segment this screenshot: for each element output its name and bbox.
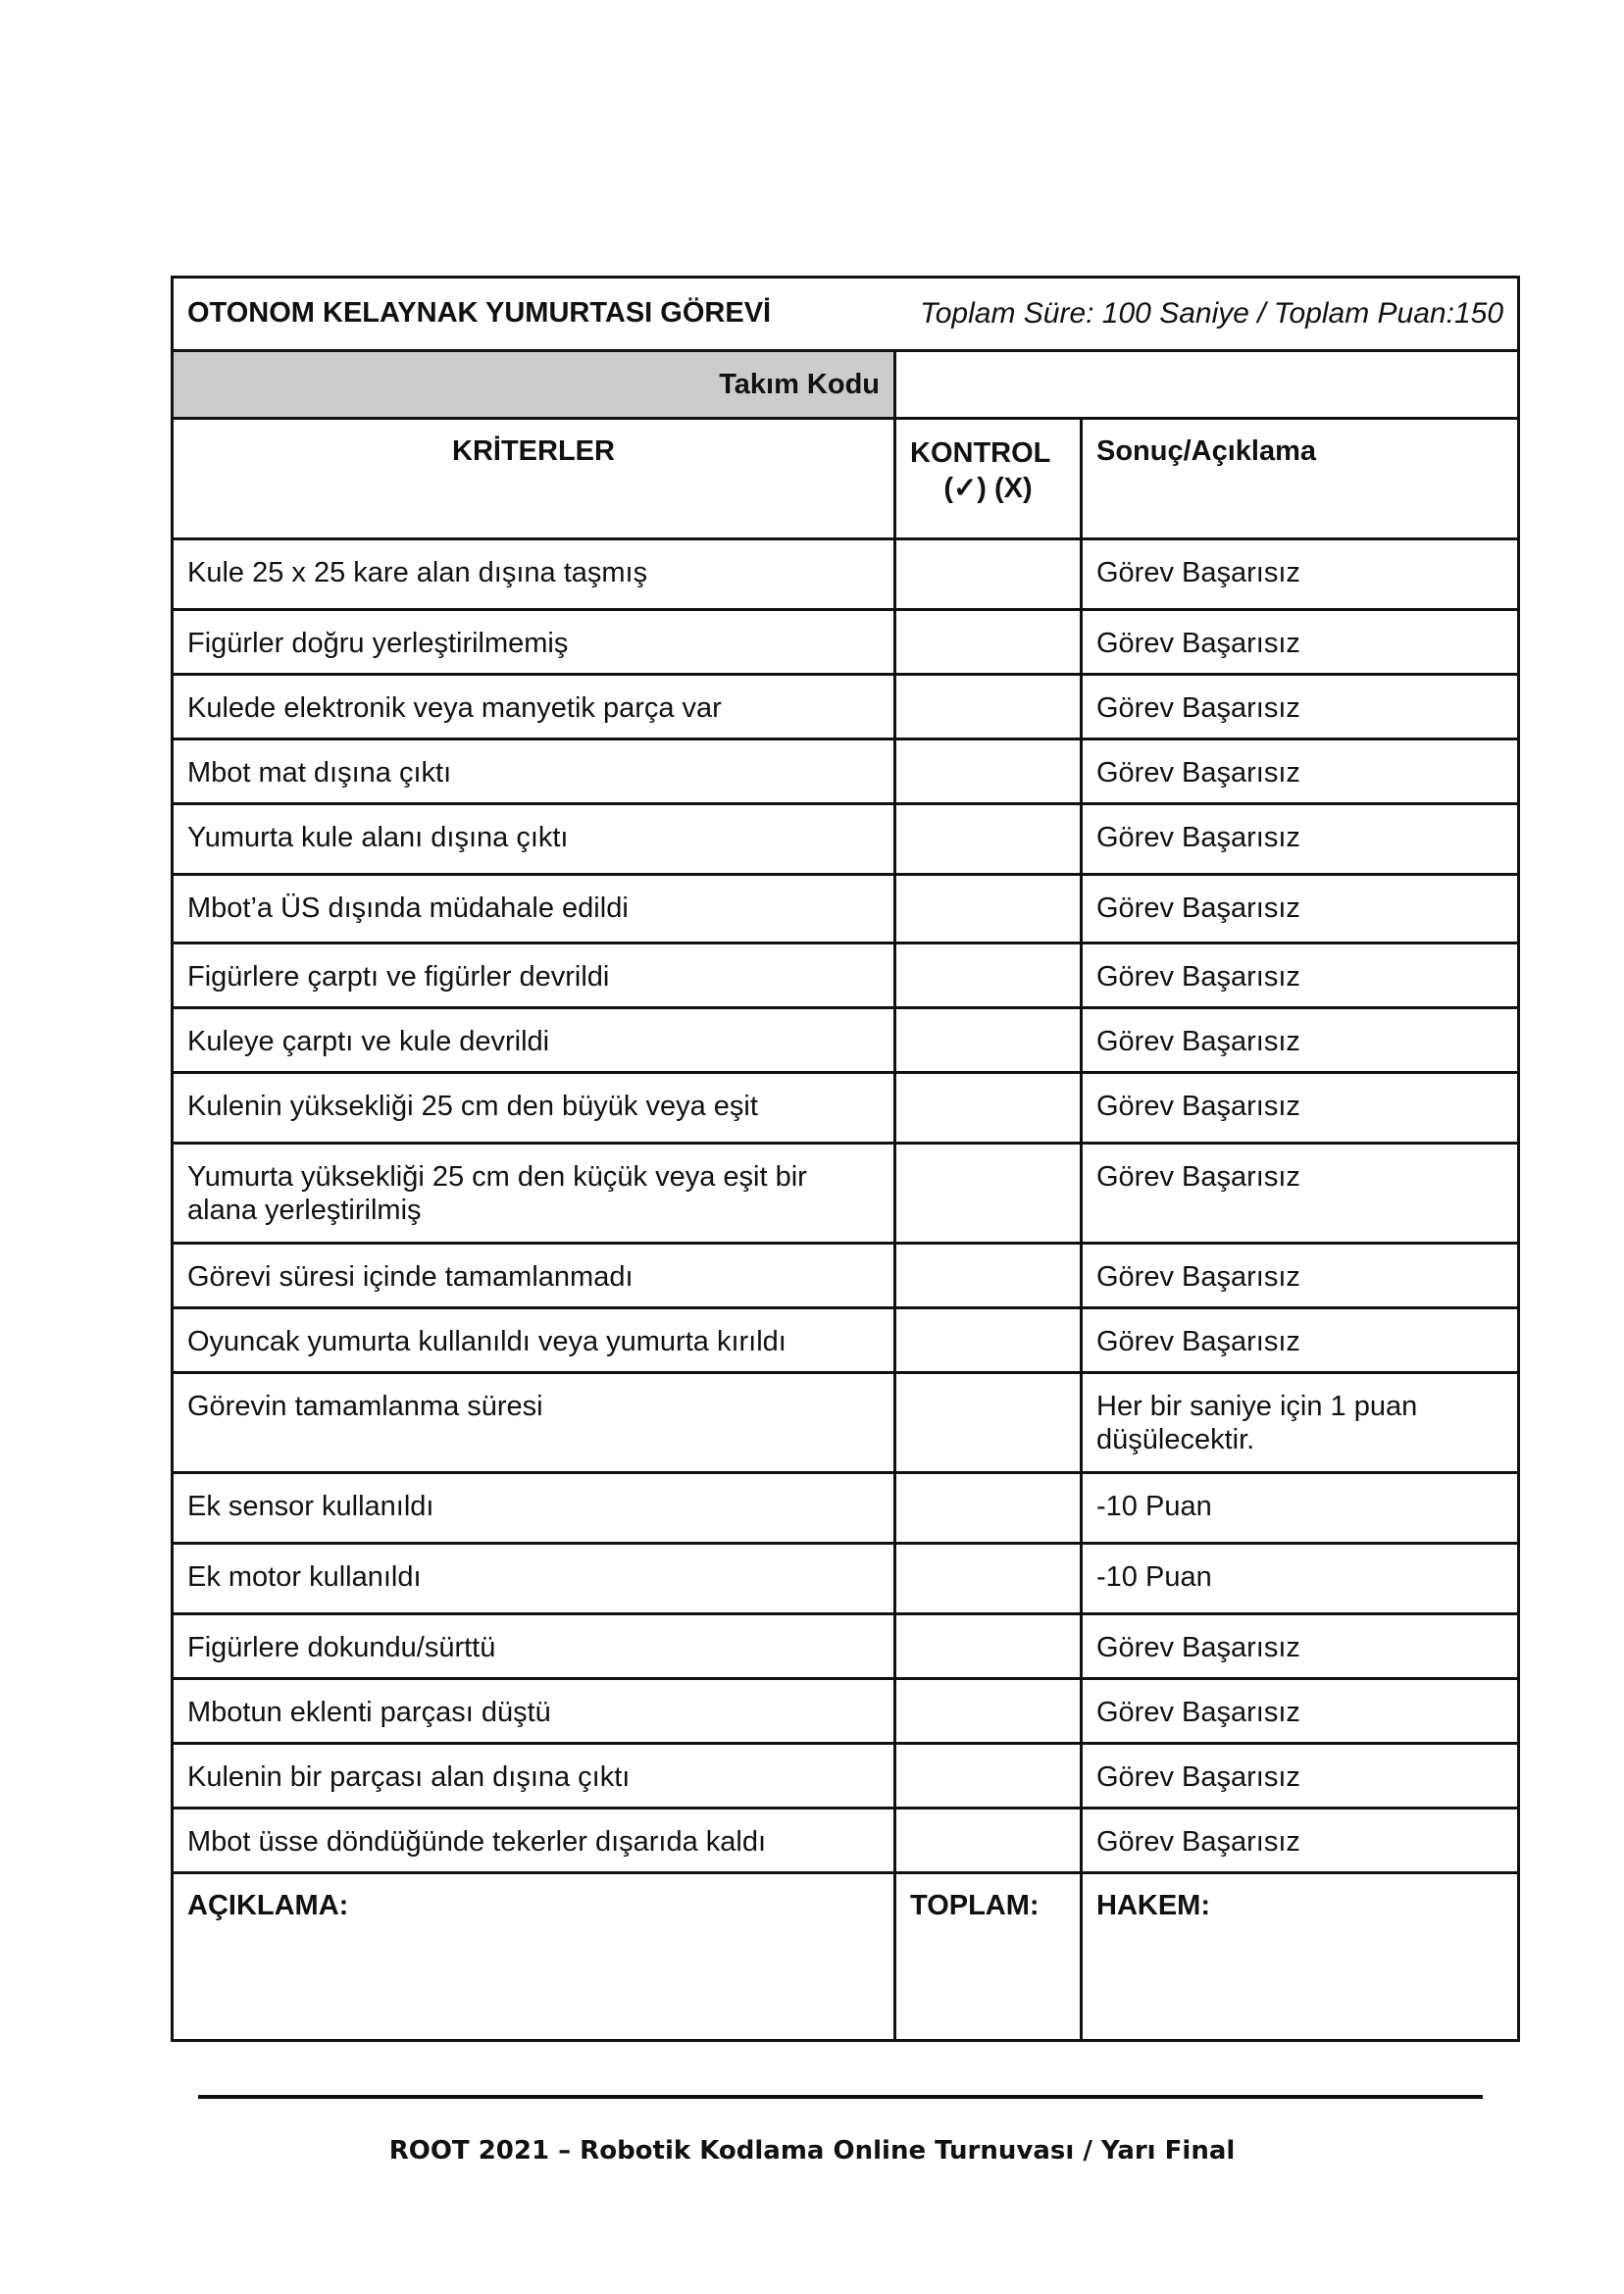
criteria-row (173, 1544, 1519, 1614)
control-header-label: KONTROL (910, 437, 1051, 469)
criteria-row (173, 1008, 1519, 1073)
result-header: Sonuç/Açıklama (1082, 419, 1519, 539)
page-footer: ROOT 2021 – Robotik Kodlama Online Turnuvası / Yarı Final (388, 2136, 1236, 2166)
result-text: Görev Başarısız (1082, 1308, 1519, 1373)
criterion-text: Kulede elektronik veya manyetik parça var (173, 675, 895, 739)
criteria-row (173, 739, 1519, 804)
criterion-text: Kule 25 x 25 kare alan dışına taşmış (173, 539, 895, 610)
criteria-row (173, 1244, 1519, 1308)
control-check-cell[interactable] (895, 1809, 1082, 1873)
criteria-row (173, 1744, 1519, 1809)
criterion-text: Yumurta kule alanı dışına çıktı (173, 804, 895, 875)
result-text: -10 Puan (1082, 1473, 1519, 1544)
result-text: Görev Başarısız (1082, 1144, 1519, 1244)
criteria-row (173, 1473, 1519, 1544)
control-check-cell[interactable] (895, 943, 1082, 1008)
control-header (895, 419, 1082, 539)
criteria-row (173, 539, 1519, 610)
result-text: Görev Başarısız (1082, 1614, 1519, 1679)
criterion-text: Yumurta yüksekliği 25 cm den küçük veya eşit bir alana yerleştirilmiş (173, 1144, 895, 1244)
criteria-row (173, 610, 1519, 675)
criterion-text: Mbot’a ÜS dışında müdahale edildi (173, 875, 895, 943)
control-check-cell[interactable] (895, 804, 1082, 875)
title-cell (173, 278, 1519, 351)
control-check-cell[interactable] (895, 1614, 1082, 1679)
criterion-text: Ek motor kullanıldı (173, 1544, 895, 1614)
control-check-cell[interactable] (895, 875, 1082, 943)
task-title: OTONOM KELAYNAK YUMURTASI GÖREVİ (187, 297, 772, 329)
criteria-row (173, 675, 1519, 739)
control-check-cell[interactable] (895, 1008, 1082, 1073)
criterion-text: Kuleye çarptı ve kule devrildi (173, 1008, 895, 1073)
result-text: Görev Başarısız (1082, 1073, 1519, 1144)
criterion-text: Figürler doğru yerleştirilmemiş (173, 610, 895, 675)
criterion-text: Görevi süresi içinde tamamlanmadı (173, 1244, 895, 1308)
criteria-row (173, 1144, 1519, 1244)
control-check-cell[interactable] (895, 739, 1082, 804)
explanation-field[interactable]: AÇIKLAMA: (173, 1873, 895, 2041)
control-check-cell[interactable] (895, 1473, 1082, 1544)
criteria-row (173, 1308, 1519, 1373)
criterion-text: Figürlere dokundu/sürttü (173, 1614, 895, 1679)
criterion-text: Kulenin yüksekliği 25 cm den büyük veya eşit (173, 1073, 895, 1144)
total-field[interactable]: TOPLAM: (895, 1873, 1082, 2041)
criteria-row (173, 1679, 1519, 1744)
footer-divider (198, 2095, 1483, 2099)
result-text: -10 Puan (1082, 1544, 1519, 1614)
control-check-cell[interactable] (895, 1073, 1082, 1144)
result-text: Görev Başarısız (1082, 1244, 1519, 1308)
scoring-table (171, 276, 1520, 2042)
criterion-text: Görevin tamamlanma süresi (173, 1373, 895, 1473)
criteria-row (173, 1614, 1519, 1679)
signature-row (173, 1873, 1519, 2041)
control-check-cell[interactable] (895, 1679, 1082, 1744)
criteria-header: KRİTERLER (173, 419, 895, 539)
result-text: Görev Başarısız (1082, 875, 1519, 943)
criterion-text: Mbot üsse döndüğünde tekerler dışarıda kaldı (173, 1809, 895, 1873)
task-meta: Toplam Süre: 100 Saniye / Toplam Puan:150 (920, 297, 1503, 330)
control-check-cell[interactable] (895, 675, 1082, 739)
result-text: Görev Başarısız (1082, 1008, 1519, 1073)
control-check-cell[interactable] (895, 610, 1082, 675)
criteria-row (173, 875, 1519, 943)
control-check-cell[interactable] (895, 1744, 1082, 1809)
criteria-row (173, 804, 1519, 875)
result-text: Görev Başarısız (1082, 804, 1519, 875)
result-text: Görev Başarısız (1082, 943, 1519, 1008)
criteria-row (173, 943, 1519, 1008)
team-code-row (173, 351, 1519, 419)
result-text: Görev Başarısız (1082, 610, 1519, 675)
column-header-row (173, 419, 1519, 539)
criteria-row (173, 1373, 1519, 1473)
criterion-text: Kulenin bir parçası alan dışına çıktı (173, 1744, 895, 1809)
criterion-text: Mbotun eklenti parçası düştü (173, 1679, 895, 1744)
criteria-row (173, 1073, 1519, 1144)
control-check-cell[interactable] (895, 1244, 1082, 1308)
result-text: Görev Başarısız (1082, 1809, 1519, 1873)
team-code-field[interactable] (895, 351, 1519, 419)
criteria-row (173, 1809, 1519, 1873)
result-text: Görev Başarısız (1082, 539, 1519, 610)
control-check-cell[interactable] (895, 1144, 1082, 1244)
criterion-text: Oyuncak yumurta kullanıldı veya yumurta kırıldı (173, 1308, 895, 1373)
control-check-cell[interactable] (895, 1373, 1082, 1473)
control-check-cell[interactable] (895, 539, 1082, 610)
control-check-cell[interactable] (895, 1544, 1082, 1614)
criterion-text: Figürlere çarptı ve figürler devrildi (173, 943, 895, 1008)
result-text: Görev Başarısız (1082, 739, 1519, 804)
referee-field[interactable]: HAKEM: (1082, 1873, 1519, 2041)
title-row (173, 278, 1519, 351)
result-text: Görev Başarısız (1082, 1679, 1519, 1744)
control-header-marks: (✓) (X) (943, 473, 1033, 504)
control-check-cell[interactable] (895, 1308, 1082, 1373)
result-text: Görev Başarısız (1082, 675, 1519, 739)
team-code-label: Takım Kodu (173, 351, 895, 419)
criterion-text: Ek sensor kullanıldı (173, 1473, 895, 1544)
criterion-text: Mbot mat dışına çıktı (173, 739, 895, 804)
result-text: Görev Başarısız (1082, 1744, 1519, 1809)
result-text: Her bir saniye için 1 puan düşülecektir. (1082, 1373, 1519, 1473)
